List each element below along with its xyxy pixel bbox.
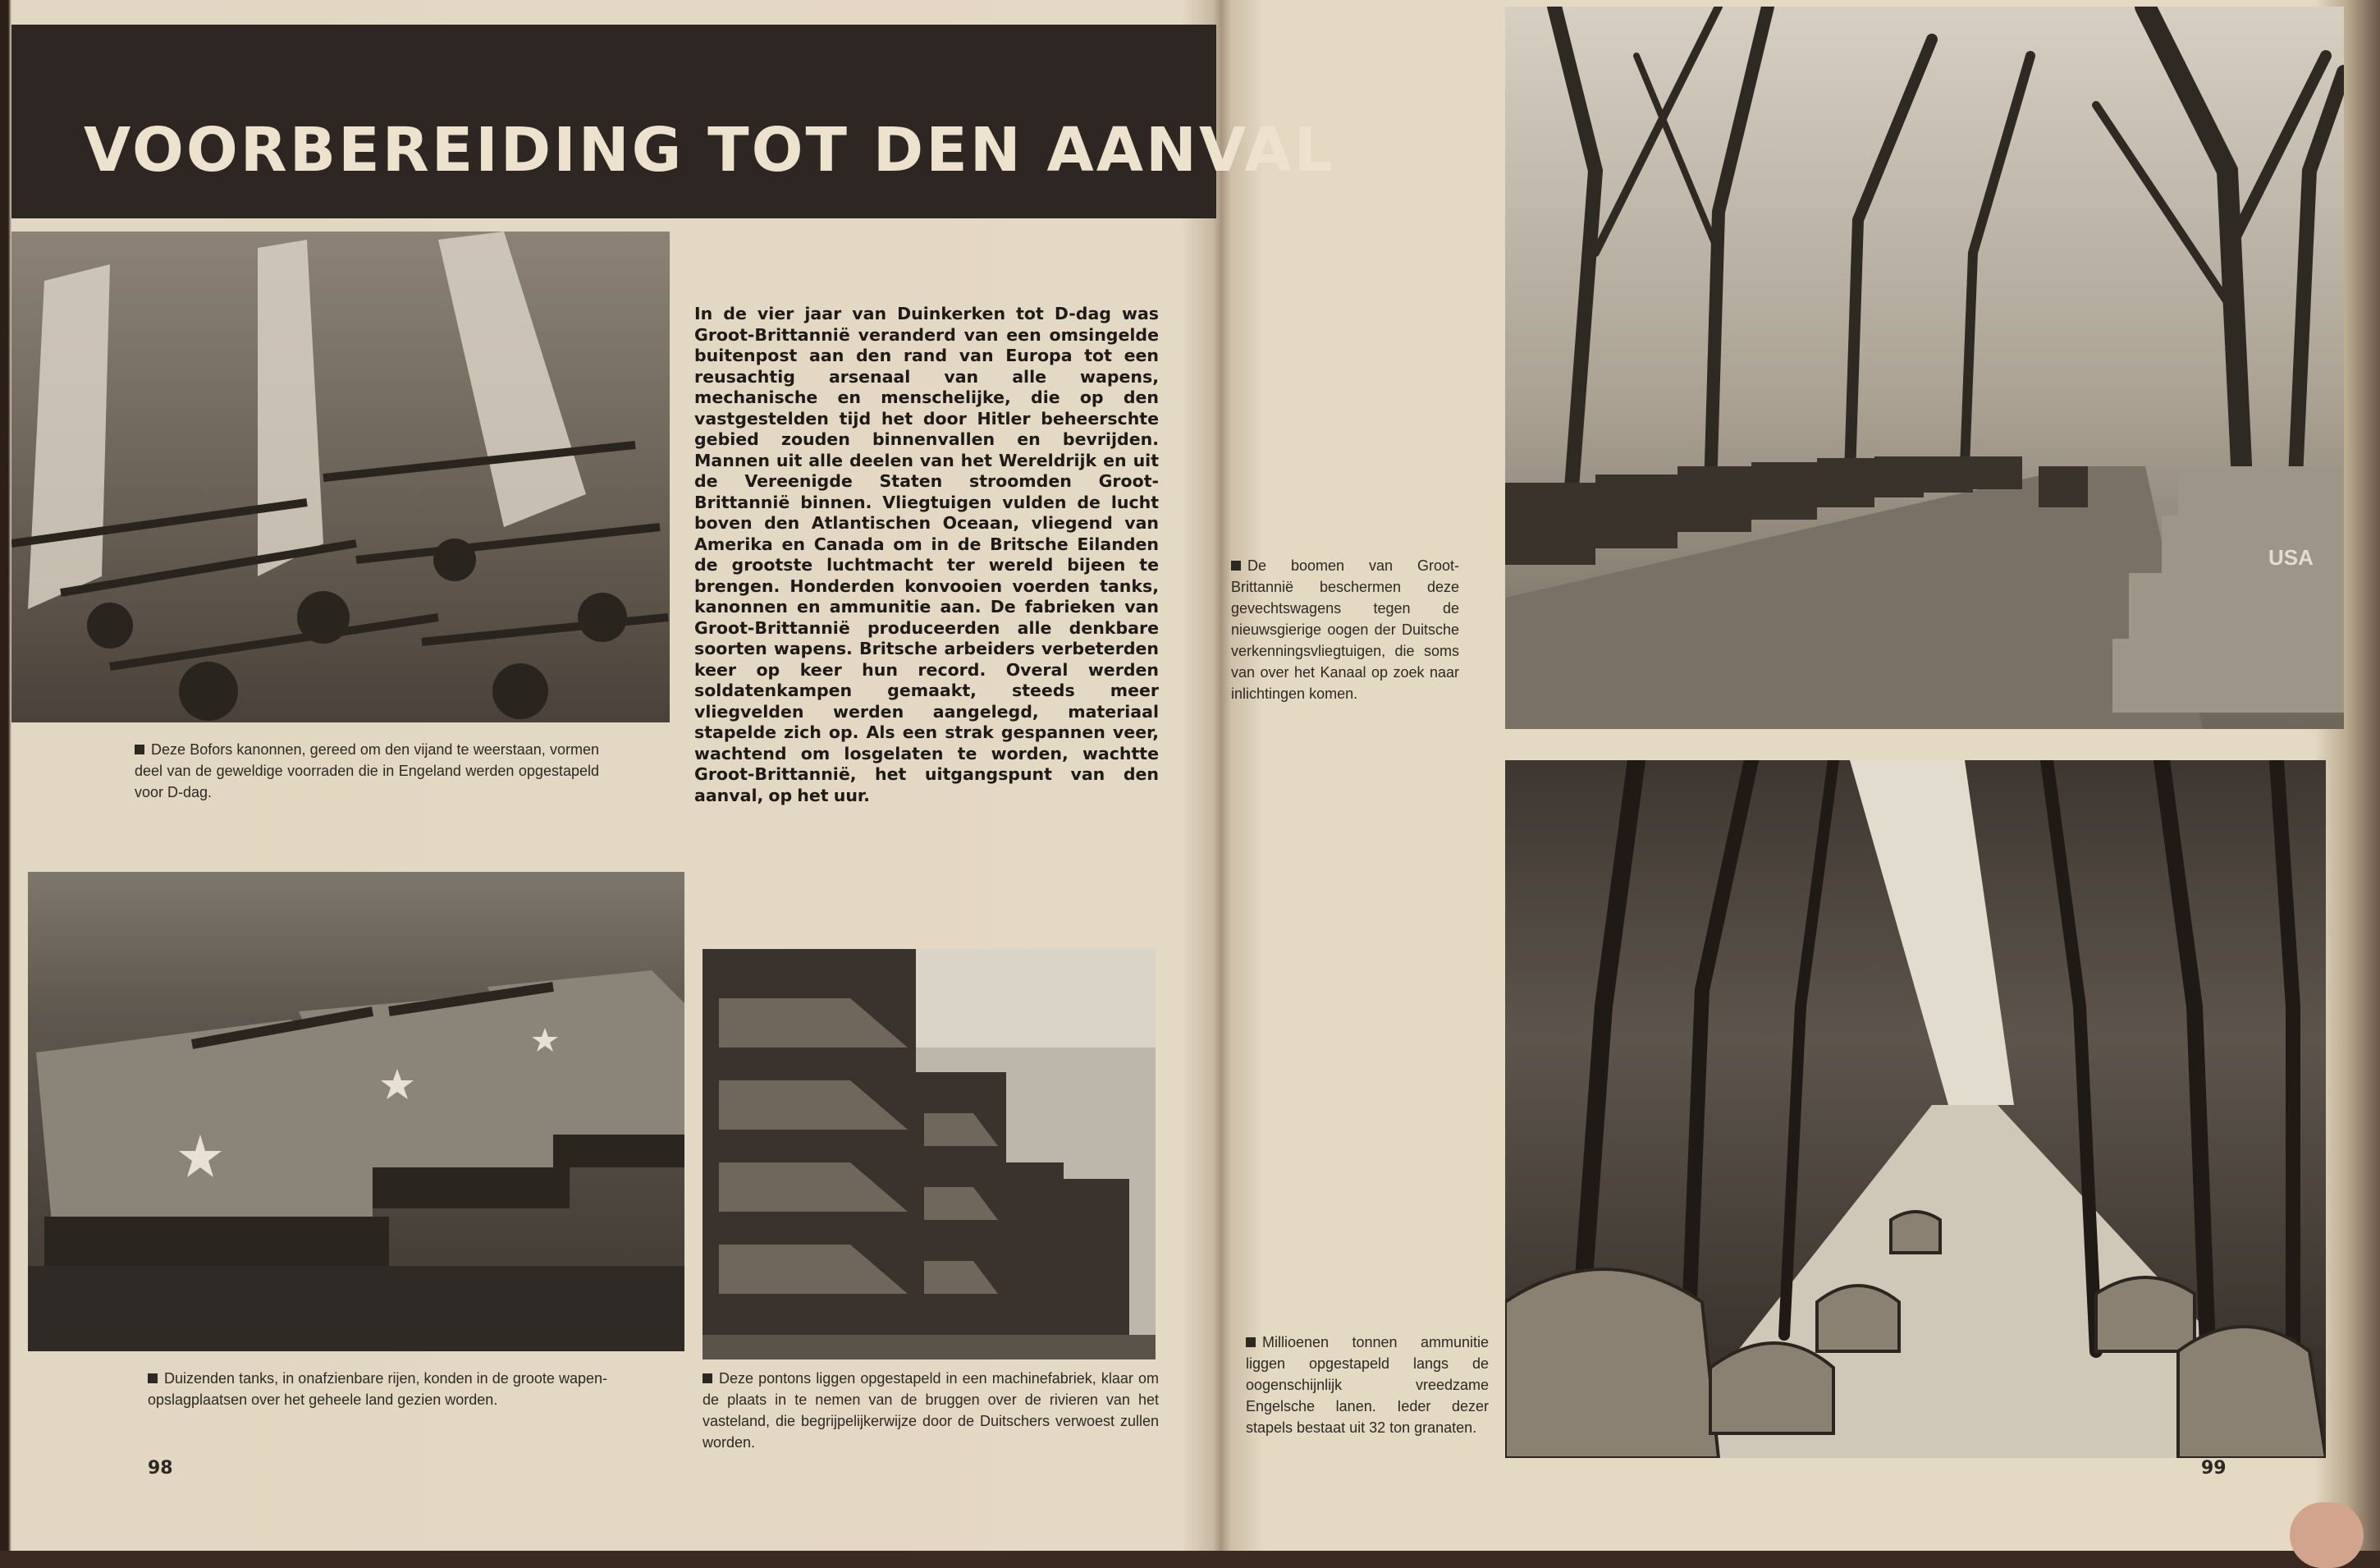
article-body: In de vier jaar van Duinkerken tot D-dag was Groot-Brittannië veranderd van een omsingelde buitenpost aan den rand van Europa tot een reusachtig arsenaal van alle wapens, mechanische en menschelijke, die op den vastgestelden tijd het door Hitler beheerschte gebied zouden binnenvallen en bevrijden. Mannen uit alle deelen van het Wereldrijk en uit de Vereenigde Staten stroomden Groot-Brittannië binnen. Vliegtuigen vulden de lucht boven den Atlantischen Oceaan, vliegend van Amerika en Canada om in de Britsche Eilanden de grootste luchtmacht ter wereld bijeen te brengen. Honderden konvooien voerden tanks, kanonnen en ammunitie aan. De fabrieken van Groot-Brittannië produceerden alle denkbare soorten wapens. Britsche arbeiders verbeterden keer op keer hun record. Overal werden soldatenkampen gemaakt, steeds meer vliegvelden werden aangelegd, materiaal stapelde zich op. Als een strak gespannen veer, wachtend om losgelaten te worden, wachtte Groot-Brittannië, het uitgangspunt van den aanval, op het uur. <box>694 304 1159 805</box>
avenue-shells-image <box>1505 760 2326 1458</box>
photo-avenue-shells <box>1505 760 2326 1458</box>
right-page <box>1223 0 2347 1551</box>
trees-trucks-image <box>1505 7 2344 729</box>
photo-bofors-guns <box>11 232 670 722</box>
caption-bullet <box>1231 561 1241 571</box>
tanks-image <box>28 872 684 1351</box>
reader-thumb <box>2290 1502 2364 1568</box>
caption-bullet <box>1246 1337 1256 1347</box>
page-title: VOORBEREIDING TOT DEN AANVAL <box>84 115 1335 186</box>
caption-bofors: Deze Bofors kanonnen, gereed om den vijand te weerstaan, vormen deel van de geweldige voorraden die in Engeland werden opgestapeld voor D-dag. <box>135 741 599 800</box>
truck-marking-usa: USA <box>2268 545 2314 570</box>
left-page <box>11 0 1335 1551</box>
photo-pontoons <box>703 949 1156 1359</box>
caption-avenue-shells: Millioenen tonnen ammunitie liggen opgestapeld langs de oogenschijnlijk vreedzame Engelsche lanen. Ieder dezer stapels bestaat uit 32 ton granaten. <box>1246 1334 1489 1436</box>
title-banner <box>11 25 1335 218</box>
photo-tanks <box>28 872 684 1351</box>
pontoons-image <box>703 949 1156 1359</box>
bofors-guns-image <box>11 232 670 722</box>
caption-bullet <box>703 1373 712 1383</box>
caption-tanks: Duizenden tanks, in onafzienbare rijen, konden in de groote wapen-opslagplaatsen over het geheele land gezien worden. <box>148 1370 607 1408</box>
photo-trees-trucks <box>1505 7 2344 729</box>
caption-pontoons: Deze pontons liggen opgestapeld in een machinefabriek, klaar om de plaats in te nemen van de bruggen over de rivieren van het vasteland, die begrijpelijkerwijze door de Duitschers verwoest zullen worden. <box>703 1370 1159 1451</box>
page-number-right: 99 <box>2201 1458 2227 1479</box>
caption-bullet <box>135 745 144 754</box>
caption-bullet <box>148 1373 158 1383</box>
page-number-left: 98 <box>148 1458 173 1479</box>
caption-trees-trucks: De boomen van Groot-Brittannië beschermen deze gevechtswagens tegen de nieuwsgierige oogen der Duitsche verkenningsvliegtuigen, die soms van over het Kanaal op zoek naar inlichtingen komen. <box>1231 557 1459 702</box>
